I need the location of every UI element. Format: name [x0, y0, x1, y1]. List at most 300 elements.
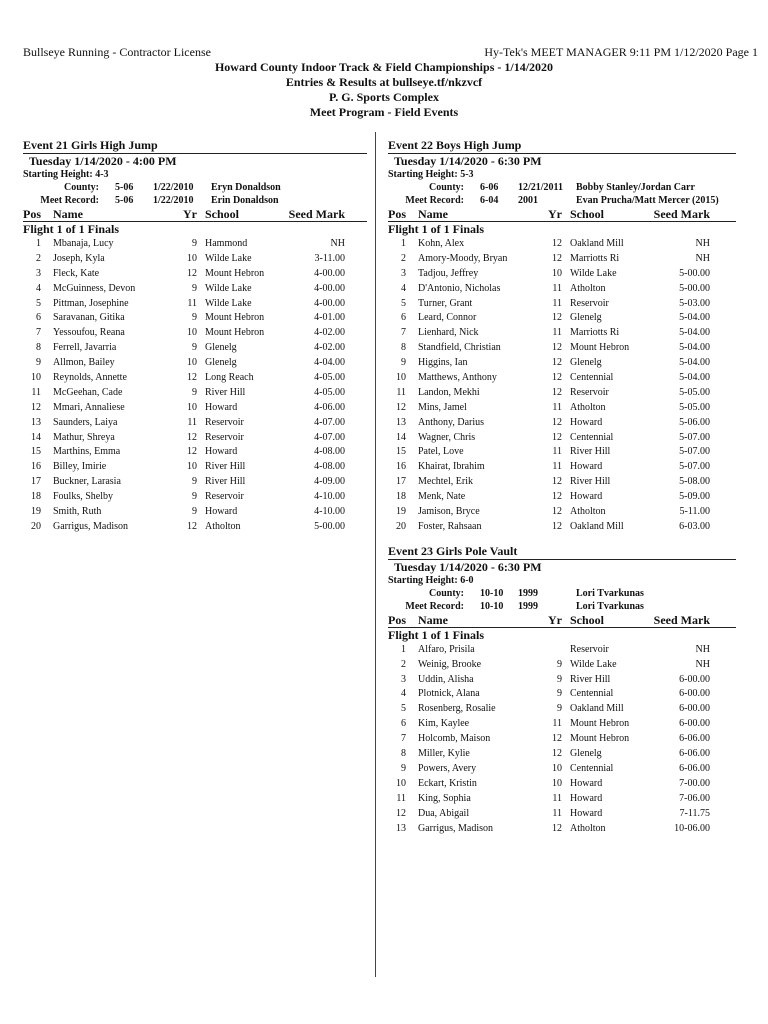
entry-name: Jamison, Bryce: [418, 506, 480, 518]
table-row: [388, 822, 736, 837]
entry-seed-mark: 5-06.00: [679, 416, 710, 428]
entry-school: Mount Hebron: [205, 267, 265, 279]
record-holder: Evan Prucha/Matt Mercer (2015): [576, 195, 719, 206]
table-row: [23, 311, 367, 326]
record-date: 1999: [518, 600, 538, 612]
entry-yr: 12: [187, 431, 197, 443]
entry-school: Glenelg: [205, 342, 237, 354]
column-header-row: [388, 613, 736, 628]
entry-yr: 10: [187, 401, 197, 413]
entry-yr: 9: [192, 238, 197, 249]
entry-name: Garrigus, Madison: [53, 520, 128, 532]
entry-pos: 7: [401, 327, 406, 339]
entry-name: Foulks, Shelby: [53, 491, 114, 503]
col-seed-header: Seed Mark: [288, 207, 345, 221]
entry-seed-mark: 5-09.00: [679, 491, 710, 503]
entry-seed-mark: NH: [330, 238, 345, 249]
entry-school: Reservoir: [570, 297, 609, 309]
entry-yr: 12: [187, 267, 197, 279]
col-name-header: Name: [418, 207, 448, 221]
entry-pos: 9: [36, 357, 41, 369]
table-row: [388, 341, 736, 356]
entry-yr: 10: [187, 252, 197, 264]
entry-name: Wagner, Chris: [418, 431, 476, 443]
entry-school: Howard: [570, 461, 603, 473]
table-row: [388, 702, 736, 717]
entry-name: Mmari, Annaliese: [53, 401, 125, 413]
entry-name: Rosenberg, Rosalie: [418, 703, 496, 715]
right-column: [388, 137, 736, 844]
table-row: [23, 431, 367, 446]
table-row: [388, 237, 736, 252]
county-record: [388, 587, 736, 600]
entry-name: Menk, Nate: [418, 491, 466, 503]
entry-school: Atholton: [205, 520, 241, 532]
entry-school: Marriotts Ri: [570, 252, 620, 264]
entry-seed-mark: 5-00.00: [314, 520, 345, 532]
entry-pos: 13: [31, 416, 41, 428]
entry-name: Uddin, Alisha: [418, 673, 474, 685]
entry-seed-mark: NH: [695, 252, 710, 264]
record-mark: 6-06: [480, 182, 499, 193]
entry-school: Glenelg: [570, 357, 602, 369]
meet-record: [388, 600, 736, 613]
entry-pos: 16: [396, 461, 406, 473]
entry-pos: 2: [401, 252, 406, 264]
entry-name: D'Antonio, Nicholas: [418, 282, 501, 294]
record-label: Meet Record:: [40, 195, 99, 206]
table-row: [23, 505, 367, 520]
table-row: [23, 297, 367, 312]
entry-yr: 9: [192, 312, 197, 324]
entry-yr: 9: [192, 282, 197, 294]
record-date: 12/21/2011: [518, 182, 564, 193]
entry-name: Foster, Rahsaan: [418, 520, 482, 532]
table-row: [23, 475, 367, 490]
entry-seed-mark: 4-00.00: [314, 297, 345, 309]
entry-school: Atholton: [570, 822, 606, 834]
entry-school: Reservoir: [570, 386, 609, 398]
meet-title-block: [0, 60, 768, 120]
meet-program-type: Meet Program - Field Events: [309, 105, 459, 119]
table-row: [23, 267, 367, 282]
entry-school: Reservoir: [570, 643, 609, 655]
record-mark: 10-10: [480, 587, 504, 599]
entry-yr: 9: [192, 342, 197, 354]
entry-pos: 10: [396, 372, 406, 384]
entry-seed-mark: 4-07.00: [314, 416, 345, 428]
col-name-header: Name: [418, 612, 448, 627]
entry-yr: 12: [187, 372, 197, 384]
county-record: [388, 181, 736, 194]
entry-pos: 20: [31, 520, 41, 532]
entry-seed-mark: 6-00.00: [679, 718, 710, 730]
entry-pos: 5: [36, 297, 41, 309]
entry-school: Reservoir: [205, 431, 244, 443]
col-school-header: School: [570, 207, 605, 221]
table-row: [388, 490, 736, 505]
entry-yr: 9: [557, 688, 562, 700]
entry-pos: 15: [396, 446, 406, 458]
table-row: [23, 416, 367, 431]
entry-yr: 9: [557, 658, 562, 670]
event-date: Tuesday 1/14/2020 - 4:00 PM: [23, 153, 367, 169]
entry-seed-mark: NH: [695, 238, 710, 249]
entry-yr: 12: [552, 386, 562, 398]
entry-school: Long Reach: [205, 372, 254, 384]
entry-school: Wilde Lake: [570, 267, 617, 279]
entry-school: River Hill: [570, 446, 611, 458]
entry-school: Howard: [570, 777, 603, 789]
entry-school: Glenelg: [570, 312, 602, 324]
entry-pos: 12: [396, 401, 406, 413]
entry-school: River Hill: [570, 476, 611, 488]
entry-pos: 7: [401, 733, 406, 745]
entry-seed-mark: 5-00.00: [679, 267, 710, 279]
entry-school: Howard: [205, 446, 238, 458]
entry-seed-mark: 7-00.00: [679, 777, 710, 789]
entry-seed-mark: 4-08.00: [314, 446, 345, 458]
entry-seed-mark: 4-01.00: [314, 312, 345, 324]
col-yr-header: Yr: [548, 612, 562, 627]
entry-seed-mark: 4-07.00: [314, 431, 345, 443]
table-row: [388, 687, 736, 702]
entry-seed-mark: 4-08.00: [314, 461, 345, 473]
entry-seed-mark: 4-00.00: [314, 267, 345, 279]
entry-school: Centennial: [570, 431, 614, 443]
table-row: [388, 326, 736, 341]
table-row: [388, 777, 736, 792]
entry-school: Mount Hebron: [570, 342, 630, 354]
entry-name: Tadjou, Jeffrey: [418, 267, 479, 279]
entry-seed-mark: 6-00.00: [679, 703, 710, 715]
entry-name: Saravanan, Gitika: [53, 312, 125, 324]
entry-seed-mark: 4-10.00: [314, 491, 345, 503]
table-row: [388, 792, 736, 807]
entry-seed-mark: 5-07.00: [679, 461, 710, 473]
meet-record: [23, 194, 367, 207]
entry-name: Mins, Jamel: [418, 401, 467, 413]
left-column: [23, 137, 367, 543]
entry-pos: 9: [401, 357, 406, 369]
column-header-row: [388, 207, 736, 222]
entry-pos: 1: [401, 643, 406, 655]
entry-yr: 9: [557, 703, 562, 715]
entry-pos: 1: [401, 238, 406, 249]
table-row: [388, 475, 736, 490]
entry-name: Yessoufou, Reana: [53, 327, 125, 339]
entry-yr: 11: [187, 416, 197, 428]
entry-school: Atholton: [570, 282, 606, 294]
entry-yr: 12: [552, 312, 562, 324]
entry-yr: 9: [192, 491, 197, 503]
entry-name: Landon, Mekhi: [418, 386, 480, 398]
entry-seed-mark: 5-00.00: [679, 282, 710, 294]
record-date: 2001: [518, 195, 538, 206]
table-row: [388, 762, 736, 777]
table-row: [388, 282, 736, 297]
entry-school: Glenelg: [205, 357, 237, 369]
entry-name: Saunders, Laiya: [53, 416, 118, 428]
entry-school: Centennial: [570, 688, 614, 700]
flight-label: Flight 1 of 1 Finals: [388, 627, 485, 642]
entry-pos: 19: [396, 506, 406, 518]
entry-yr: 10: [187, 327, 197, 339]
entry-yr: 10: [187, 357, 197, 369]
table-row: [23, 490, 367, 505]
col-seed-header: Seed Mark: [653, 207, 710, 221]
entry-pos: 3: [36, 267, 41, 279]
event-title: Event 23 Girls Pole Vault: [388, 543, 518, 558]
entry-seed-mark: 7-06.00: [679, 792, 710, 804]
entry-school: River Hill: [205, 476, 246, 488]
event-title: Event 21 Girls High Jump: [23, 138, 158, 152]
entry-pos: 13: [396, 416, 406, 428]
entry-school: Mount Hebron: [205, 327, 265, 339]
table-row: [388, 416, 736, 431]
entry-school: Howard: [570, 792, 603, 804]
entry-pos: 8: [401, 342, 406, 354]
table-row: [23, 386, 367, 401]
table-row: [23, 371, 367, 386]
table-row: [388, 505, 736, 520]
entry-pos: 18: [31, 491, 41, 503]
meet-title: Howard County Indoor Track & Field Championships - 1/14/2020: [214, 60, 554, 74]
header-right: Hy-Tek's MEET MANAGER 9:11 PM 1/12/2020 Page 1: [484, 45, 758, 59]
entry-seed-mark: 6-00.00: [679, 673, 710, 685]
table-row: [388, 445, 736, 460]
record-date: 1/22/2010: [153, 182, 194, 193]
col-pos-header: Pos: [388, 207, 406, 221]
meet-record: [388, 194, 736, 207]
entry-yr: 11: [552, 327, 562, 339]
table-row: [23, 460, 367, 475]
entry-seed-mark: 5-07.00: [679, 431, 710, 443]
entry-pos: 8: [401, 748, 406, 760]
entry-school: Mount Hebron: [205, 312, 265, 324]
entry-pos: 2: [36, 252, 41, 264]
record-holder: Lori Tvarkunas: [576, 587, 644, 599]
entry-school: Wilde Lake: [205, 252, 252, 264]
entry-yr: 11: [552, 792, 562, 804]
entry-seed-mark: 3-11.00: [314, 252, 345, 264]
entry-seed-mark: 5-03.00: [679, 297, 710, 309]
entry-yr: 11: [187, 297, 197, 309]
record-mark: 5-06: [115, 182, 134, 193]
entry-seed-mark: 4-09.00: [314, 476, 345, 488]
entry-pos: 6: [36, 312, 41, 324]
entry-seed-mark: 5-04.00: [679, 342, 710, 354]
entry-yr: 12: [552, 520, 562, 532]
record-label: Meet Record:: [405, 195, 464, 206]
entry-seed-mark: NH: [695, 643, 710, 655]
entry-name: Reynolds, Annette: [53, 372, 127, 384]
entry-name: Billey, Imirie: [53, 461, 107, 473]
entry-yr: 11: [552, 461, 562, 473]
table-row: [23, 356, 367, 371]
entry-pos: 12: [396, 807, 406, 819]
entry-seed-mark: 6-06.00: [679, 762, 710, 774]
entry-school: Howard: [570, 807, 603, 819]
table-row: [388, 356, 736, 371]
entry-pos: 14: [31, 431, 41, 443]
entry-name: Miller, Kylie: [418, 748, 470, 760]
entry-pos: 8: [36, 342, 41, 354]
entry-pos: 20: [396, 520, 406, 532]
entry-yr: 12: [552, 733, 562, 745]
entry-seed-mark: 4-05.00: [314, 386, 345, 398]
table-row: [388, 520, 736, 535]
entry-school: Atholton: [570, 401, 606, 413]
entry-seed-mark: 4-06.00: [314, 401, 345, 413]
meet-results-url: Entries & Results at bullseye.tf/nkzvcf: [285, 75, 483, 89]
entry-name: Patel, Love: [418, 446, 464, 458]
table-row: [23, 520, 367, 535]
table-row: [388, 643, 736, 658]
entry-pos: 6: [401, 718, 406, 730]
flight-label: Flight 1 of 1 Finals: [388, 222, 485, 236]
starting-height: Starting Height: 6-0: [388, 574, 474, 586]
entry-pos: 19: [31, 506, 41, 518]
entry-pos: 10: [396, 777, 406, 789]
entry-yr: 12: [552, 238, 562, 249]
entry-school: Mount Hebron: [570, 733, 630, 745]
entry-yr: 12: [552, 342, 562, 354]
entry-school: River Hill: [205, 386, 246, 398]
record-label: County:: [63, 182, 99, 193]
entry-seed-mark: 5-08.00: [679, 476, 710, 488]
entry-seed-mark: NH: [695, 658, 710, 670]
entry-school: Howard: [205, 401, 238, 413]
record-holder: Erin Donaldson: [211, 195, 279, 206]
entry-seed-mark: 4-04.00: [314, 357, 345, 369]
table-row: [23, 341, 367, 356]
entry-yr: 12: [552, 748, 562, 760]
entry-pos: 4: [36, 282, 41, 294]
entry-school: Mount Hebron: [570, 718, 630, 730]
entry-yr: 9: [557, 673, 562, 685]
col-name-header: Name: [53, 207, 83, 221]
event-date: Tuesday 1/14/2020 - 6:30 PM: [388, 153, 736, 169]
entry-pos: 16: [31, 461, 41, 473]
entry-yr: 9: [192, 476, 197, 488]
flight-label: Flight 1 of 1 Finals: [23, 222, 120, 236]
entry-name: Alfaro, Prisila: [418, 643, 475, 655]
record-holder: Lori Tvarkunas: [576, 600, 644, 612]
record-holder: Eryn Donaldson: [211, 182, 281, 193]
entry-yr: 12: [187, 520, 197, 532]
entry-name: Smith, Ruth: [53, 506, 102, 518]
table-row: [388, 401, 736, 416]
entry-yr: 12: [552, 491, 562, 503]
entry-yr: 12: [552, 357, 562, 369]
entry-name: Allmon, Bailey: [53, 357, 115, 369]
entry-school: Wilde Lake: [205, 282, 252, 294]
entry-school: Centennial: [570, 372, 614, 384]
entry-pos: 14: [396, 431, 406, 443]
entry-yr: 10: [552, 777, 562, 789]
entry-pos: 17: [31, 476, 41, 488]
entry-pos: 11: [396, 386, 406, 398]
entry-name: Matthews, Anthony: [418, 372, 497, 384]
entry-name: Marthins, Emma: [53, 446, 121, 458]
entry-yr: 12: [552, 372, 562, 384]
table-row: [388, 297, 736, 312]
entry-seed-mark: 4-10.00: [314, 506, 345, 518]
entry-yr: 12: [552, 476, 562, 488]
record-label: Meet Record:: [405, 600, 464, 612]
entry-yr: 11: [552, 401, 562, 413]
entry-pos: 3: [401, 673, 406, 685]
entry-yr: 11: [552, 446, 562, 458]
entry-seed-mark: 6-03.00: [679, 520, 710, 532]
column-header-row: [23, 207, 367, 222]
entry-name: King, Sophia: [418, 792, 471, 804]
entry-seed-mark: 6-00.00: [679, 688, 710, 700]
table-row: [388, 807, 736, 822]
table-row: [23, 282, 367, 297]
entry-pos: 18: [396, 491, 406, 503]
event-block: [388, 543, 736, 837]
record-label: County:: [428, 587, 464, 599]
entry-school: Wilde Lake: [205, 297, 252, 309]
entry-yr: 11: [552, 718, 562, 730]
entry-yr: 9: [192, 506, 197, 518]
table-row: [388, 371, 736, 386]
table-row: [388, 673, 736, 688]
entry-yr: 11: [552, 282, 562, 294]
entry-name: Pittman, Josephine: [53, 297, 129, 309]
entry-name: Ferrell, Javarria: [53, 342, 117, 354]
table-row: [388, 717, 736, 732]
column-divider: [375, 132, 376, 977]
event-block: [388, 137, 736, 535]
entry-pos: 12: [31, 401, 41, 413]
entry-name: Kohn, Alex: [418, 238, 465, 249]
table-row: [388, 386, 736, 401]
entry-pos: 11: [31, 386, 41, 398]
table-row: [388, 311, 736, 326]
entry-name: McGuinness, Devon: [53, 282, 136, 294]
record-holder: Bobby Stanley/Jordan Carr: [576, 182, 695, 193]
entry-yr: 10: [552, 267, 562, 279]
starting-height: Starting Height: 4-3: [23, 169, 109, 180]
entry-pos: 17: [396, 476, 406, 488]
entry-yr: 10: [552, 762, 562, 774]
entry-pos: 4: [401, 688, 406, 700]
entry-seed-mark: 5-11.00: [679, 506, 710, 518]
entry-name: Mathur, Shreya: [53, 431, 115, 443]
entry-name: Holcomb, Maison: [418, 733, 491, 745]
entry-seed-mark: 10-06.00: [674, 822, 710, 834]
entry-school: Hammond: [205, 238, 248, 249]
entry-school: Glenelg: [570, 748, 602, 760]
entry-seed-mark: 6-06.00: [679, 733, 710, 745]
event-title: Event 22 Boys High Jump: [388, 138, 522, 152]
entry-seed-mark: 4-00.00: [314, 282, 345, 294]
entry-yr: 12: [552, 431, 562, 443]
table-row: [388, 732, 736, 747]
entry-name: Garrigus, Madison: [418, 822, 493, 834]
table-row: [388, 431, 736, 446]
entry-pos: 15: [31, 446, 41, 458]
entry-name: Plotnick, Alana: [418, 688, 480, 700]
entry-yr: 12: [187, 446, 197, 458]
entry-school: Centennial: [570, 762, 614, 774]
entry-school: River Hill: [570, 673, 611, 685]
col-pos-header: Pos: [23, 207, 41, 221]
record-label: County:: [428, 182, 464, 193]
